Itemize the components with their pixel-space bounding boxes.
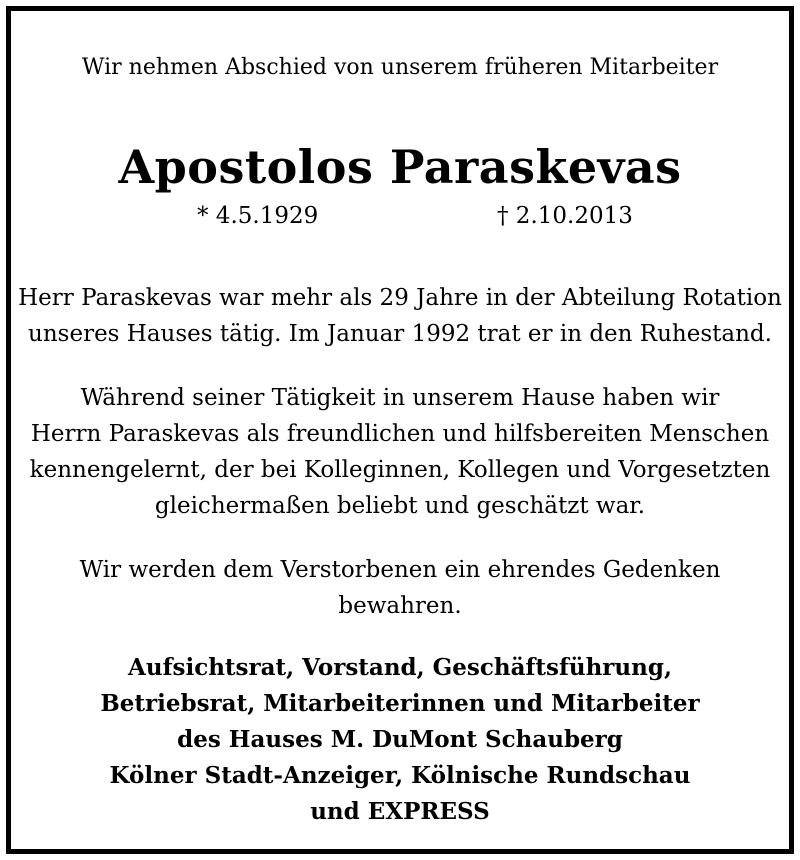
paragraph-2-line-3: kennengelernt, der bei Kolleginnen, Kollegen und Vorgesetzten (29, 457, 771, 483)
signature-line-5: und EXPRESS (310, 798, 490, 825)
paragraph-2-line-1: Während seiner Tätigkeit in unserem Hause haben wir (80, 385, 720, 411)
paragraph-1-line-2: unseres Hauses tätig. Im Januar 1992 trat er in den Ruhestand. (28, 321, 772, 347)
signature-line-1: Aufsichtsrat, Vorstand, Geschäftsführung, (128, 654, 672, 681)
signature-line-3: des Hauses M. DuMont Schauberg (177, 726, 623, 753)
deceased-name: Apostolos Paraskevas (118, 140, 682, 194)
signature-line-2: Betriebsrat, Mitarbeiterinnen und Mitarbeiter (100, 690, 700, 717)
intro-line: Wir nehmen Abschied von unserem früheren Mitarbeiter (81, 55, 719, 80)
paragraph-3-line-2: bewahren. (338, 593, 462, 619)
obituary-notice (6, 6, 794, 854)
death-date: † 2.10.2013 (497, 203, 633, 229)
birth-date: * 4.5.1929 (197, 203, 319, 229)
paragraph-2-line-4: gleichermaßen beliebt und geschätzt war. (154, 493, 646, 519)
paragraph-1-line-1: Herr Paraskevas war mehr als 29 Jahre in der Abteilung Rotation (18, 285, 782, 311)
paragraph-3-line-1: Wir werden dem Verstorbenen ein ehrendes Gedenken (79, 557, 721, 583)
life-dates (11, 199, 789, 233)
signature-line-4: Kölner Stadt-Anzeiger, Kölnische Rundschau (109, 762, 691, 789)
paragraph-2-line-2: Herrn Paraskevas als freundlichen und hilfsbereiten Menschen (30, 421, 770, 447)
